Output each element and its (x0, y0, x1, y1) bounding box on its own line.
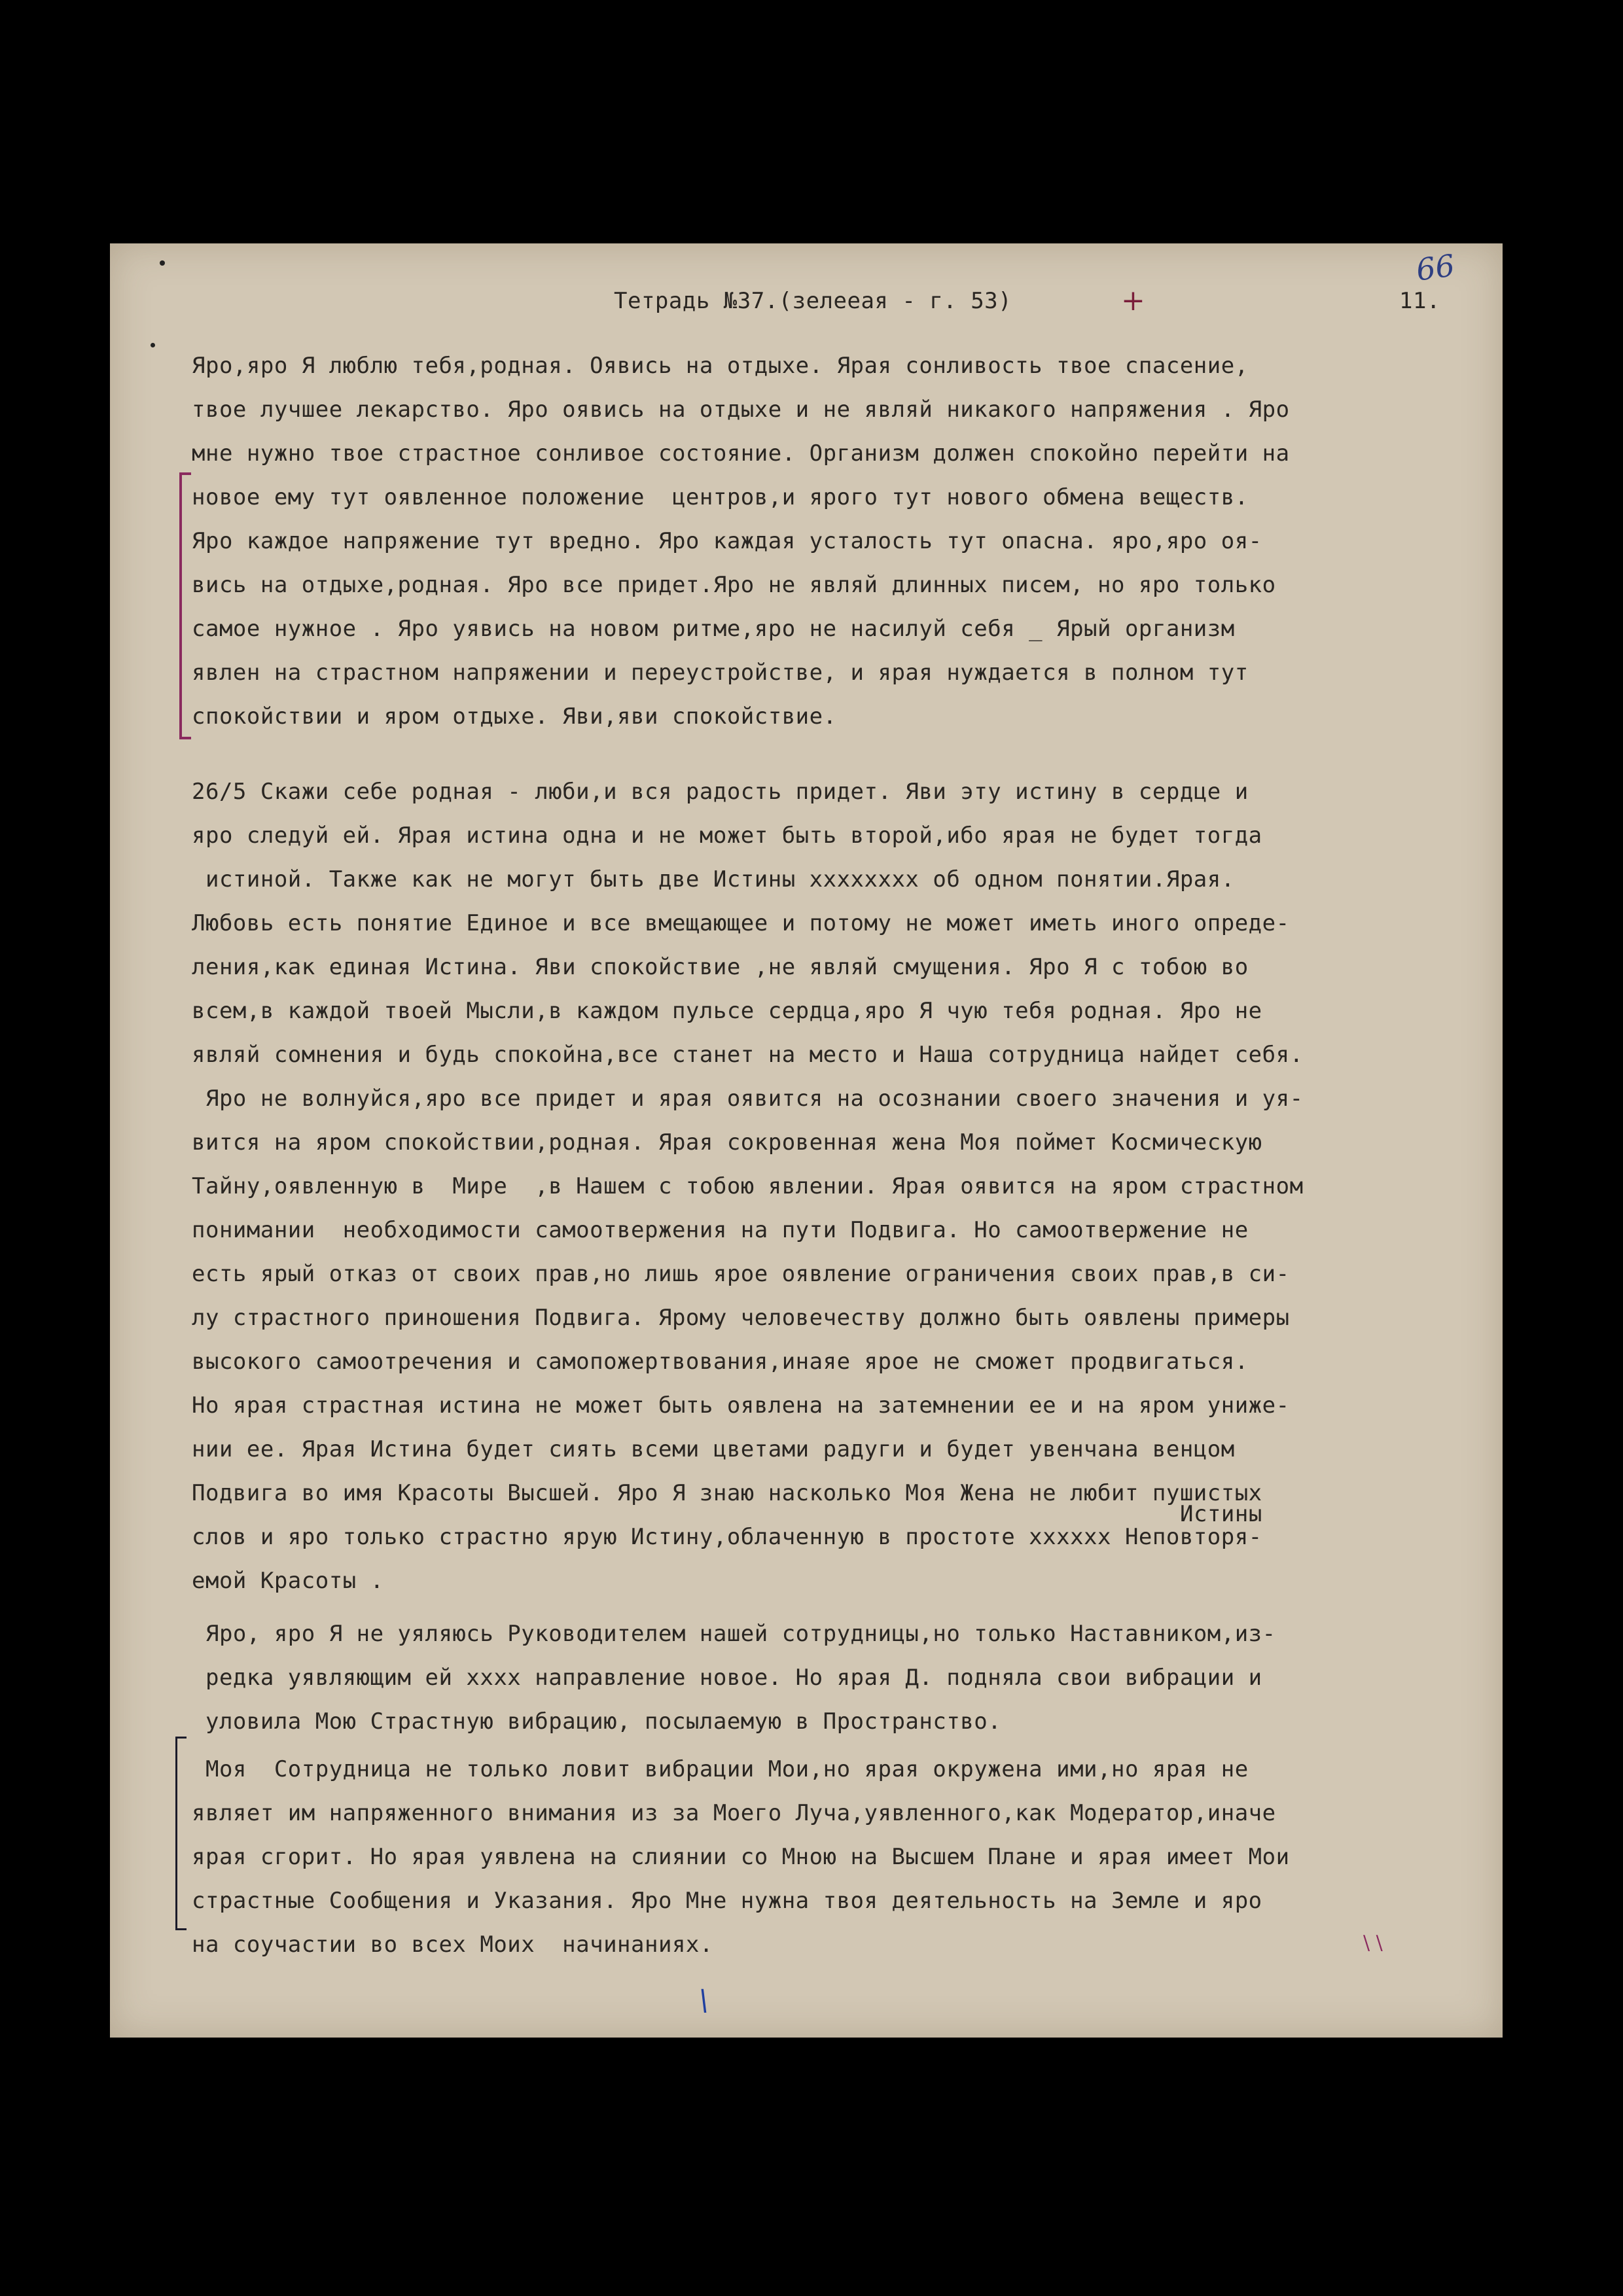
text-line: являет им напряженного внимания из за Моего Луча,уявленного,как Модератор,иначе (192, 1800, 1276, 1826)
text-line: ления,как единая Истина. Яви спокойствие ,не являй смущения. Яро Я с тобою во (192, 954, 1249, 980)
text-line: страстные Сообщения и Указания. Яро Мне нужна твоя деятельность на Земле и яро (192, 1888, 1262, 1914)
text-line: всем,в каждой твоей Мысли,в каждом пульсе сердца,яро Я чую тебя родная. Яро не (192, 998, 1262, 1024)
text-line: новое ему тут оявленное положение центров,и ярого тут нового обмена веществ. (192, 484, 1249, 510)
red-cross-mark: + (1121, 284, 1145, 317)
text-line: лу страстного приношения Подвига. Ярому человечеству должно быть оявлены примеры (192, 1305, 1290, 1331)
ink-spot (160, 260, 165, 266)
text-line: вись на отдыхе,родная. Яро все придет.Яро не являй длинных писем, но яро только (192, 572, 1276, 598)
text-line: Подвига во имя Красоты Высшей. Яро Я знаю насколько Моя Жена не любит пушистых (192, 1480, 1262, 1506)
text-line: Яро каждое напряжение тут вредно. Яро каждая усталость тут опасна. яро,яро оя- (192, 528, 1262, 554)
text-line: явлен на страстном напряжении и переустройстве, и ярая нуждается в полном тут (192, 660, 1249, 686)
text-line: Яро не волнуйся,яро все придет и ярая оявится на осознании своего значения и уя- (192, 1086, 1304, 1112)
text-line: Моя Сотрудница не только ловит вибрации Мои,но ярая окружена ими,но ярая не (192, 1756, 1249, 1782)
text-line: Тайну,оявленную в Мире ,в Нашем с тобою явлении. Ярая оявится на яром страстном (192, 1173, 1304, 1199)
page-number: 11. (1399, 288, 1440, 314)
interlinear-correction: Истины (1180, 1501, 1262, 1527)
text-line: высокого самоотречения и самопожертвования,инаяе ярое не сможет продвигаться. (192, 1349, 1249, 1375)
text-line: твое лучшее лекарство. Яро оявись на отдыхе и не являй никакого напряжения . Яро (192, 397, 1290, 423)
text-line: нии ее. Ярая Истина будет сиять всеми цветами радуги и будет увенчана венцом (192, 1436, 1235, 1462)
red-correction-mark: \ \ (1363, 1932, 1383, 1954)
text-line: понимании необходимости самоотвержения на пути Подвига. Но самоотвержение не (192, 1217, 1249, 1243)
text-line: Но ярая страстная истина не может быть оявлена на затемнении ее и на яром униже- (192, 1392, 1290, 1419)
text-line: есть ярый отказ от своих прав,но лишь ярое оявление ограничения своих прав,в си- (192, 1261, 1290, 1287)
text-line: емой Красоты . (192, 1568, 384, 1594)
ink-spot (151, 343, 155, 347)
text-line: редка уявляющим ей хххх направление новое. Но ярая Д. подняла свои вибрации и (192, 1665, 1262, 1691)
text-line: Яро, яро Я не уяляюсь Руководителем нашей сотрудницы,но только Наставником,из- (192, 1621, 1276, 1647)
text-line: истиной. Также как не могут быть две Истины хххххххх об одном понятии.Ярая. (192, 866, 1235, 892)
page-header (110, 284, 1503, 321)
text-line: мне нужно твое страстное сонливое состояние. Организм должен спокойно перейти на (192, 440, 1290, 467)
archival-typescript-page (110, 243, 1503, 2038)
text-line: спокойствии и яром отдыхе. Яви,яви спокойствие. (192, 703, 837, 730)
text-line: являй сомнения и будь спокойна,все станет на место и Наша сотрудница найдет себя. (192, 1042, 1304, 1068)
text-line: Яро,яро Я люблю тебя,родная. Оявись на отдыхе. Ярая сонливость твое спасение, (192, 353, 1249, 379)
text-line: ярая сгорит. Но ярая уявлена на слиянии со Мною на Высшем Плане и ярая имеет Мои (192, 1844, 1290, 1870)
text-line: 26/5 Скажи себе родная - люби,и вся радость придет. Яви эту истину в сердце и (192, 779, 1249, 805)
text-line: уловила Мою Страстную вибрацию, посылаемую в Пространство. (192, 1708, 1002, 1735)
notebook-title: Тетрадь №37.(зелееая - г. 53) (614, 288, 1012, 314)
magenta-margin-bracket (179, 472, 191, 739)
text-line: яро следуй ей. Ярая истина одна и не может быть второй,ибо ярая не будет тогда (192, 822, 1262, 849)
text-line: Любовь есть понятие Единое и все вмещающее и потому не может иметь иного опреде- (192, 910, 1290, 936)
text-line: на соучастии во всех Моих начинаниях. (192, 1932, 713, 1958)
text-line: вится на яром спокойствии,родная. Ярая сокровенная жена Моя поймет Космическую (192, 1129, 1262, 1156)
pen-tick-mark: \ (699, 1984, 709, 2017)
text-line: слов и яро только страстно ярую Истину,облаченную в простоте хххххх Неповторя- (192, 1524, 1262, 1550)
black-margin-bracket (175, 1737, 187, 1930)
text-line: самое нужное . Яро уявись на новом ритме,яро не насилуй себя _ Ярый организм (192, 616, 1235, 642)
archive-folio-number: 66 (1414, 247, 1457, 288)
